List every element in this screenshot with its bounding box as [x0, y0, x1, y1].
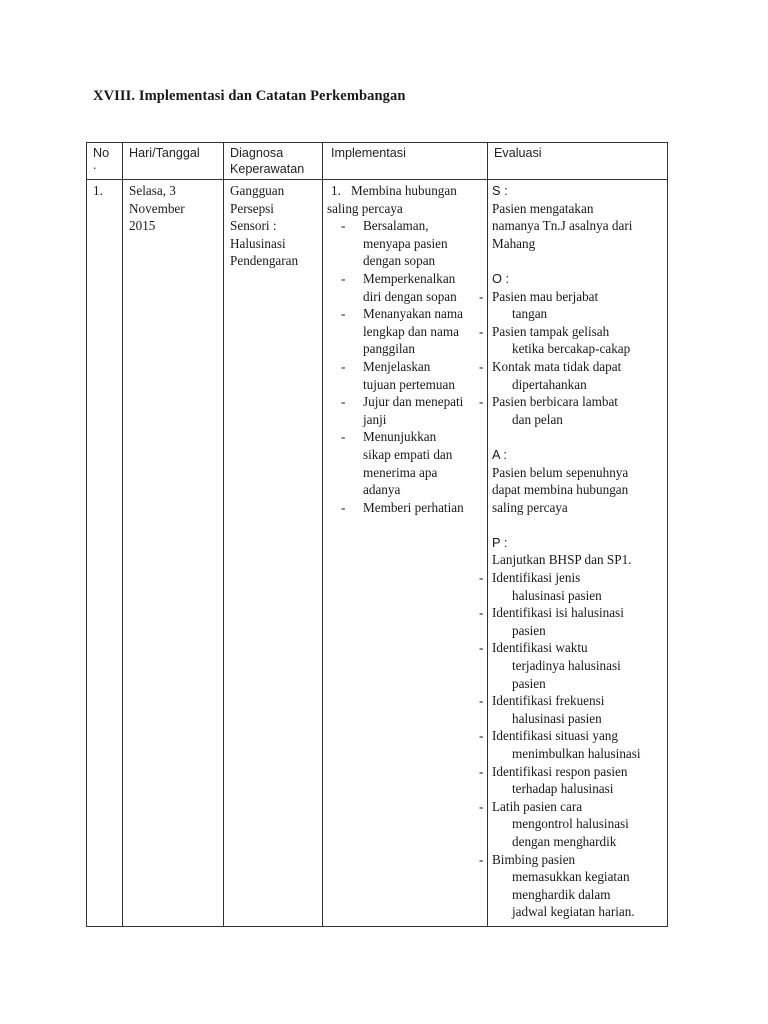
eval-item-text: halusinasi pasien	[512, 710, 602, 726]
diagnosa-line: Sensori :	[230, 218, 277, 234]
header-implementasi	[323, 143, 488, 180]
impl-item-text: - Menunjukkan	[363, 429, 437, 445]
eval-s-line: Mahang	[492, 235, 536, 251]
diagnosa-line: Gangguan	[230, 183, 285, 198]
eval-item-text: Latih pasien cara	[492, 798, 583, 814]
list-item: - Kontak mata tidak dapat dipertahankan	[492, 358, 663, 393]
diagnosa-line: Persepsi	[230, 200, 274, 216]
impl-item-text: sikap empati dan	[363, 446, 453, 462]
impl-main-line2: saling percaya	[327, 200, 403, 216]
list-item	[327, 358, 483, 393]
list-item: - Identifikasi waktu terjadinya halusinasi pasien	[492, 639, 663, 692]
list-item	[327, 217, 483, 270]
header-diagnosa-line1: Diagnosa	[230, 146, 284, 160]
eval-item-text: menimbulkan halusinasi	[512, 746, 641, 761]
eval-item-text: Pasien tampak gelisah	[492, 323, 610, 339]
list-item	[327, 499, 483, 517]
impl-main-number: 1.	[331, 183, 341, 198]
eval-item-text: Kontak mata tidak dapat	[492, 358, 622, 374]
eval-item-text: terjadinya halusinasi	[512, 658, 621, 674]
list-item: - Pasien berbicara lambat dan pelan	[492, 393, 663, 428]
impl-main-line1: Membina hubungan	[351, 183, 457, 198]
impl-item-text: menyapa pasien	[363, 235, 448, 251]
eval-item-text: Identifikasi situasi yang	[492, 728, 618, 744]
row-number: 1.	[93, 183, 103, 198]
eval-item-text: menghardik dalam	[512, 886, 611, 902]
eval-p-label: P :	[492, 534, 508, 550]
table-row	[87, 180, 668, 927]
eval-item-text: halusinasi pasien	[512, 587, 602, 603]
eval-item-text: tangan	[512, 306, 548, 322]
eval-item-text: Identifikasi isi halusinasi	[492, 605, 624, 621]
list-item	[327, 428, 483, 498]
header-implementasi-label: Implementasi	[331, 146, 406, 160]
eval-item-text: Identifikasi frekuensi	[492, 693, 605, 709]
eval-item-text: Pasien berbicara lambat	[492, 394, 618, 410]
impl-sub-list	[327, 217, 483, 516]
impl-item-text: - Memberi perhatian	[363, 499, 464, 515]
cell-implementasi	[323, 180, 488, 927]
cell-hari-tanggal	[123, 180, 224, 927]
list-item: - Latih pasien cara mengontrol halusinasi dengan menghardik	[492, 798, 663, 851]
impl-item-text: lengkap dan nama	[363, 323, 459, 339]
impl-item-text: diri dengan sopan	[363, 288, 457, 304]
eval-s-line: Pasien mengatakan	[492, 200, 594, 216]
eval-o-list	[479, 288, 663, 429]
list-item: - Identifikasi jenis halusinasi pasien	[492, 569, 663, 604]
list-item: - Pasien mau berjabat tangan	[492, 288, 663, 323]
page-title: XVIII. Implementasi dan Catatan Perkembangan	[93, 88, 406, 104]
list-item: - Identifikasi respon pasien terhadap halusinasi	[492, 763, 663, 798]
eval-item-text: Identifikasi jenis	[492, 570, 581, 586]
eval-p-list	[479, 569, 663, 921]
header-no	[87, 143, 123, 180]
header-hari-tanggal	[123, 143, 224, 180]
eval-item-text: memasukkan kegiatan	[512, 869, 630, 885]
impl-item-text: - Menjelaskan	[363, 358, 431, 374]
impl-item-text: tujuan pertemuan	[363, 376, 455, 392]
eval-item-text: terhadap halusinasi	[512, 781, 614, 797]
eval-item-text: Identifikasi respon pasien	[492, 763, 628, 779]
list-item	[327, 393, 483, 428]
list-item	[327, 270, 483, 305]
diagnosa-line: Pendengaran	[230, 253, 299, 269]
list-item: - Identifikasi isi halusinasi pasien	[492, 604, 663, 639]
eval-a-line: saling percaya	[492, 499, 568, 515]
header-no-line2: .	[93, 158, 97, 172]
impl-item-text: dengan sopan	[363, 253, 436, 269]
impl-item-text: - Jujur dan menepati	[363, 394, 464, 410]
eval-item-text: jadwal kegiatan harian.	[512, 904, 635, 920]
list-item: - Identifikasi situasi yang menimbulkan halusinasi	[492, 727, 663, 762]
eval-p-intro: Lanjutkan BHSP dan SP1.	[492, 552, 632, 568]
impl-item-text: janji	[363, 411, 387, 427]
impl-item-text: - Menanyakan nama	[363, 306, 463, 322]
eval-o-label: O :	[492, 270, 510, 286]
eval-item-text: ketika bercakap-cakap	[512, 341, 631, 357]
cell-diagnosa	[224, 180, 323, 927]
impl-item-text: - Bersalaman,	[363, 218, 429, 234]
impl-item-text: panggilan	[363, 341, 416, 357]
eval-item-text: Bimbing pasien	[492, 851, 576, 867]
diagnosa-line: Halusinasi	[230, 235, 286, 251]
table-header-row	[87, 143, 668, 180]
impl-main-item	[327, 182, 483, 200]
header-diagnosa-line2: Keperawatan	[230, 162, 305, 176]
hari-line: November	[129, 200, 185, 216]
list-item: - Pasien tampak gelisah ketika bercakap-cakap	[492, 323, 663, 358]
eval-item-text: dipertahankan	[512, 376, 587, 392]
cell-no	[87, 180, 123, 927]
eval-item-text: dan pelan	[512, 411, 563, 427]
eval-a-label: A :	[492, 446, 507, 462]
impl-item-text: menerima apa	[363, 464, 438, 480]
eval-item-text: Identifikasi waktu	[492, 640, 588, 656]
impl-item-text: - Memperkenalkan	[363, 270, 456, 286]
eval-a-line: dapat membina hubungan	[492, 482, 629, 498]
impl-item-text: adanya	[363, 482, 401, 498]
list-item	[327, 305, 483, 358]
hari-line: 2015	[129, 218, 156, 234]
eval-s-line: namanya Tn.J asalnya dari	[492, 218, 633, 234]
header-hari-label: Hari/Tanggal	[129, 146, 200, 160]
header-no-line1: No	[93, 146, 110, 160]
list-item: - Bimbing pasien memasukkan kegiatan menghardik dalam jadwal kegiatan harian.	[492, 851, 663, 921]
header-evaluasi-label: Evaluasi	[494, 146, 542, 160]
eval-item-text: pasien	[512, 622, 546, 638]
eval-a-line: Pasien belum sepenuhnya	[492, 464, 629, 480]
eval-item-text: Pasien mau berjabat	[492, 288, 599, 304]
hari-line: Selasa, 3	[129, 183, 176, 198]
header-diagnosa	[224, 143, 323, 180]
header-evaluasi	[488, 143, 668, 180]
eval-s-label: S :	[492, 183, 508, 198]
implementation-table	[86, 142, 668, 927]
eval-item-text: dengan menghardik	[512, 833, 617, 849]
eval-item-text: pasien	[512, 675, 546, 691]
eval-item-text: mengontrol halusinasi	[512, 816, 629, 832]
cell-evaluasi	[479, 180, 668, 927]
list-item: - Identifikasi frekuensi halusinasi pasien	[492, 692, 663, 727]
